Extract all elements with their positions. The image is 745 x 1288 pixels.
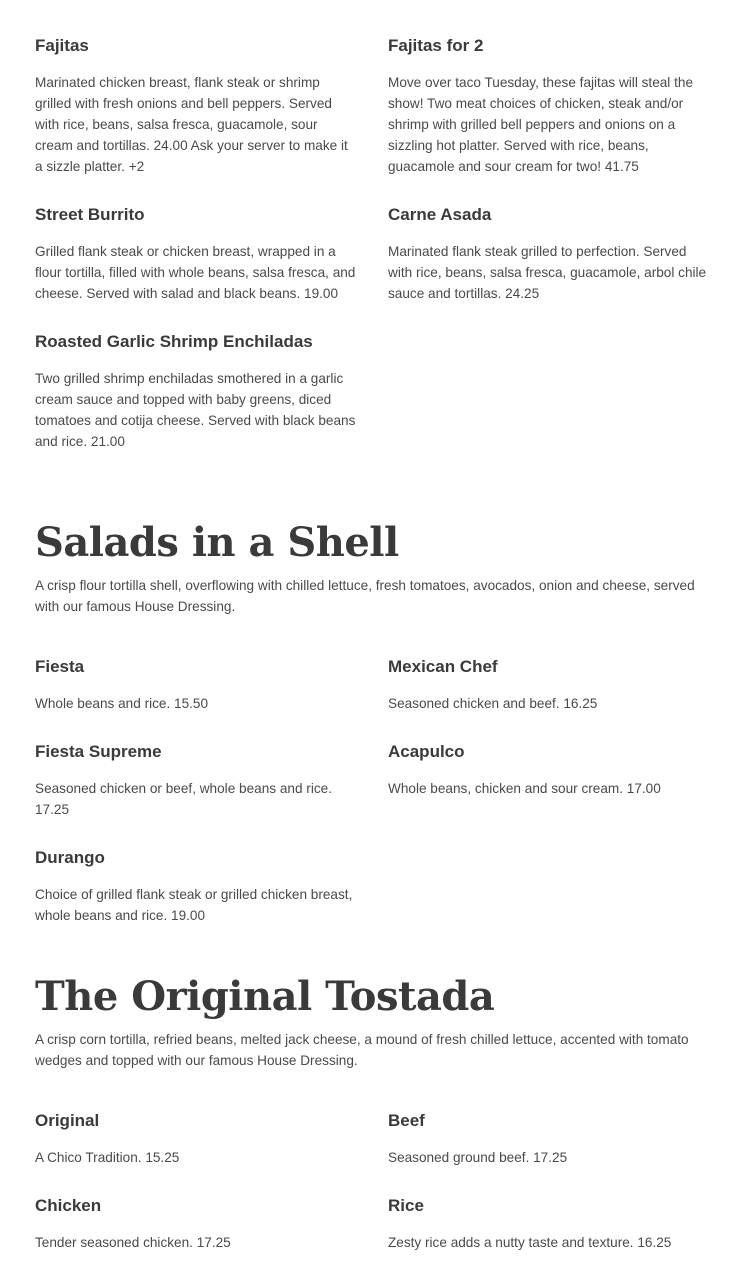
section-title-salads: Salads in a Shell — [35, 519, 399, 566]
item-name: Beef — [388, 1111, 425, 1130]
menu-item-beef — [388, 1110, 711, 1168]
menu-item-chicken — [35, 1195, 358, 1253]
item-description: Choice of grilled flank steak or grilled chicken breast, whole beans and rice. 19.00 — [35, 887, 353, 923]
item-description: Marinated chicken breast, flank steak or shrimp grilled with fresh onions and bell peppers. Served with rice, beans, salsa fresca, guacamole, sour cream and tortillas. 24.00 Ask your server to make it a sizzle platter. +2 — [35, 75, 348, 174]
item-name: Fiesta — [35, 657, 85, 676]
item-name: Acapulco — [388, 742, 465, 761]
menu-item-fajitas — [35, 35, 358, 177]
menu-item-street-burrito — [35, 204, 358, 304]
item-name: Fajitas for 2 — [388, 36, 484, 55]
tostada-section — [35, 1110, 711, 1253]
item-description: Whole beans, chicken and sour cream. 17.00 — [388, 781, 661, 796]
item-name: Durango — [35, 848, 105, 867]
item-description: A Chico Tradition. 15.25 — [35, 1150, 180, 1165]
item-name: Rice — [388, 1196, 424, 1215]
section-intro-tostada: A crisp corn tortilla, refried beans, melted jack cheese, a mound of fresh chilled lettuce, accented with tomato wedges and topped with our famous House Dressing. — [35, 1032, 689, 1068]
item-name: Original — [35, 1111, 100, 1130]
item-name: Mexican Chef — [388, 657, 498, 676]
item-description: Zesty rice adds a nutty taste and texture. 16.25 — [388, 1235, 672, 1250]
item-description: Seasoned ground beef. 17.25 — [388, 1150, 568, 1165]
section-title-tostada: The Original Tostada — [35, 973, 495, 1020]
item-description: Two grilled shrimp enchiladas smothered in a garlic cream sauce and topped with baby greens, diced tomatoes and cotija cheese. Served with black beans and rice. 21.00 — [35, 371, 356, 449]
section-intro-salads: A crisp flour tortilla shell, overflowing with chilled lettuce, fresh tomatoes, avocados, onion and cheese, served with our famous House Dressing. — [35, 578, 695, 614]
menu-item-roasted-garlic-shrimp-enchiladas — [35, 331, 358, 452]
fajitas-section — [35, 35, 711, 452]
item-description: Tender seasoned chicken. 17.25 — [35, 1235, 231, 1250]
item-name: Fiesta Supreme — [35, 742, 162, 761]
item-description: Whole beans and rice. 15.50 — [35, 696, 209, 711]
item-description: Seasoned chicken or beef, whole beans and rice. 17.25 — [35, 781, 332, 817]
menu-item-durango — [35, 847, 358, 926]
item-description: Move over taco Tuesday, these fajitas will steal the show! Two meat choices of chicken, steak and/or shrimp with grilled bell peppers and onions on a sizzling hot platter. Served with rice, beans, guacamole and sour cream for two! 41.75 — [388, 75, 694, 174]
menu-item-original — [35, 1110, 358, 1168]
item-name: Chicken — [35, 1196, 102, 1215]
item-description: Grilled flank steak or chicken breast, wrapped in a flour tortilla, filled with whole beans, salsa fresca, and cheese. Served with salad and black beans. 19.00 — [35, 244, 356, 301]
item-description: Seasoned chicken and beef. 16.25 — [388, 696, 598, 711]
menu-item-fiesta-supreme — [35, 741, 358, 820]
item-name: Roasted Garlic Shrimp Enchiladas — [35, 332, 313, 351]
item-name: Fajitas — [35, 36, 89, 55]
menu-item-fajitas-for-2 — [388, 35, 711, 177]
item-name: Carne Asada — [388, 205, 492, 224]
menu-item-carne-asada — [388, 204, 711, 304]
menu-item-fiesta — [35, 656, 358, 714]
item-name: Street Burrito — [35, 205, 145, 224]
item-description: Marinated flank steak grilled to perfection. Served with rice, beans, salsa fresca, guacamole, arbol chile sauce and tortillas. 24.25 — [388, 244, 707, 301]
salads-section — [35, 656, 711, 926]
menu-item-acapulco — [388, 741, 711, 820]
menu-item-mexican-chef — [388, 656, 711, 714]
menu-item-rice — [388, 1195, 711, 1253]
